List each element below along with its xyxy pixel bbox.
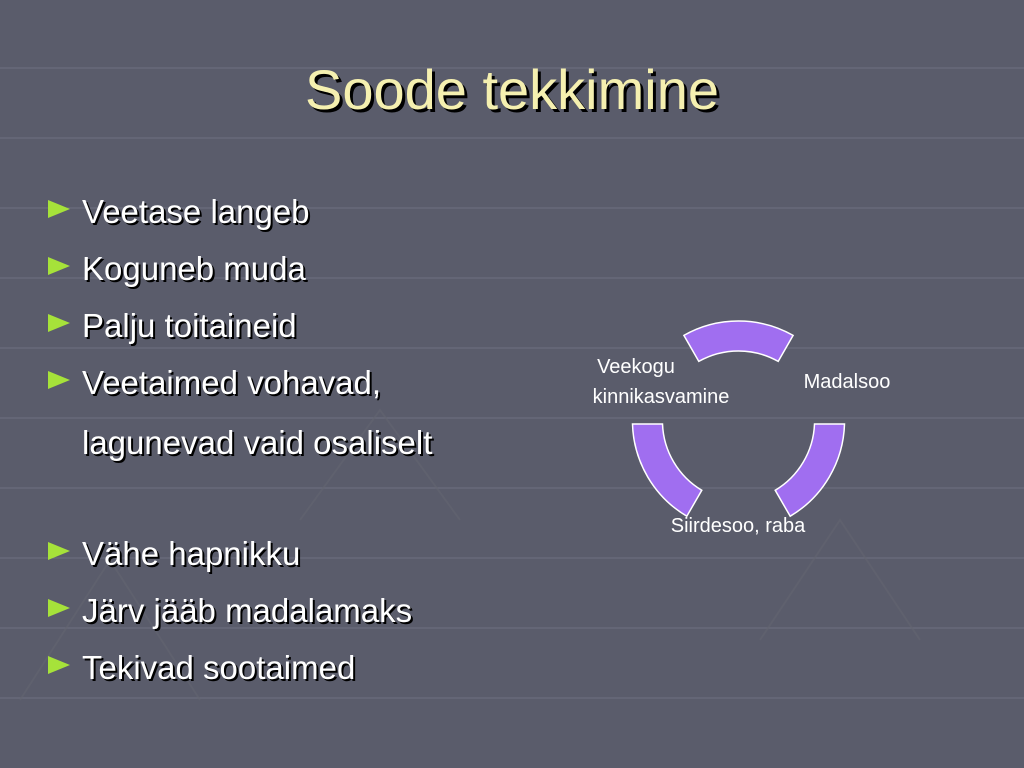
slide-title: Soode tekkimine: [304, 58, 719, 121]
bullet-arrow-icon: [48, 371, 70, 389]
bullet-item: [48, 361, 528, 418]
bullet-text: Tekivad sootaimed: [82, 649, 356, 686]
bullet-text: lagunevad vaid osaliselt: [82, 424, 433, 461]
cycle-segment-left: [633, 424, 702, 516]
bullet-arrow-icon: [48, 542, 70, 560]
bullet-item: [48, 247, 528, 304]
bullet-continuation: [48, 418, 528, 532]
bullet-arrow-icon: [48, 656, 70, 674]
bullet-item: [48, 589, 528, 646]
bullet-arrow-icon: [48, 314, 70, 332]
bullet-text: Palju toitaineid: [82, 307, 297, 344]
cycle-label-left-line2: kinnikasvamine: [592, 386, 730, 408]
bullet-text: Vähe hapnikku: [82, 535, 301, 572]
bullet-item: [48, 304, 528, 361]
cycle-segment-right: [775, 424, 844, 516]
bullet-arrow-icon: [48, 257, 70, 275]
cycle-label-right: Madalsoo: [803, 371, 891, 393]
bullet-list: [48, 190, 528, 703]
bullet-text: Veetase langeb: [82, 193, 310, 230]
bullet-item: [48, 646, 528, 703]
bullet-arrow-icon: [48, 200, 70, 218]
bullet-item: [48, 532, 528, 589]
cycle-diagram: [560, 300, 920, 550]
bullet-item: [48, 190, 528, 247]
cycle-segment-top: [684, 321, 793, 361]
bullet-text: Veetaimed vohavad,: [82, 364, 382, 401]
cycle-label-bottom: Siirdesoo, raba: [670, 515, 806, 537]
bullet-text: Koguneb muda: [82, 250, 306, 287]
cycle-label-left-line1: Veekogu: [597, 356, 675, 378]
bullet-text: Järv jääb madalamaks: [82, 592, 413, 629]
bullet-arrow-icon: [48, 599, 70, 617]
